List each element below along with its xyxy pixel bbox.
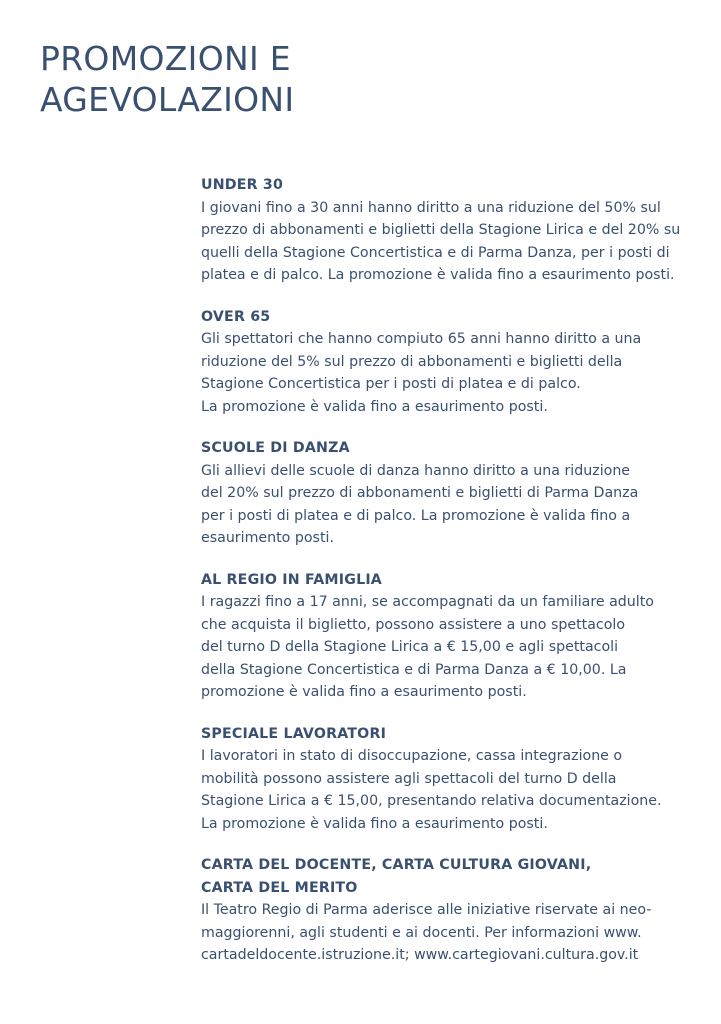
section-scuole-di-danza bbox=[201, 437, 691, 550]
section-al-regio-in-famiglia bbox=[201, 569, 691, 704]
section-heading bbox=[201, 174, 691, 197]
section-body-line: promozione è valida fino a esaurimento posti. bbox=[201, 684, 527, 700]
section-heading bbox=[201, 569, 691, 592]
section-body bbox=[201, 197, 691, 287]
section-heading-line: SCUOLE DI DANZA bbox=[201, 440, 350, 456]
section-body-line: maggiorenni, agli studenti e ai docenti. Per informazioni www. bbox=[201, 924, 642, 941]
section-body-line: del 20% sul prezzo di abbonamenti e biglietti di Parma Danza bbox=[201, 485, 639, 501]
section-heading-line: OVER 65 bbox=[201, 308, 271, 325]
promotions-list bbox=[201, 174, 691, 986]
section-body-line: riduzione del 5% sul prezzo di abbonamenti e biglietti della bbox=[201, 353, 623, 370]
section-heading bbox=[201, 306, 691, 329]
section-body-line: La promozione è valida fino a esaurimento posti. bbox=[201, 398, 548, 415]
section-body bbox=[201, 899, 691, 967]
section-under-30 bbox=[201, 174, 691, 287]
section-body-line: mobilità possono assistere agli spettacoli del turno D della bbox=[201, 770, 617, 787]
section-body-line: I ragazzi fino a 17 anni, se accompagnati da un familiare adulto bbox=[201, 594, 654, 610]
section-over-65 bbox=[201, 306, 691, 419]
section-body-line: Stagione Concertistica per i posti di platea e di palco. bbox=[201, 376, 581, 392]
section-body-line: I lavoratori in stato di disoccupazione, cassa integrazione o bbox=[201, 748, 623, 764]
section-heading bbox=[201, 854, 691, 899]
section-body-line: Gli allievi delle scuole di danza hanno diritto a una riduzione bbox=[201, 462, 631, 479]
section-body-line: Stagione Lirica a € 15,00, presentando relativa documentazione. bbox=[201, 793, 662, 809]
section-body bbox=[201, 460, 691, 550]
section-heading bbox=[201, 723, 691, 746]
section-body bbox=[201, 328, 691, 418]
section-heading-line: SPECIALE LAVORATORI bbox=[201, 725, 387, 742]
section-body-line: per i posti di platea e di palco. La promozione è valida fino a bbox=[201, 507, 631, 524]
section-heading-line: AL REGIO IN FAMIGLIA bbox=[201, 571, 382, 588]
section-heading-line: UNDER 30 bbox=[201, 177, 284, 193]
section-body-line: cartadeldocente.istruzione.it; www.cartegiovani.cultura.gov.it bbox=[201, 947, 639, 963]
section-body-line: prezzo di abbonamenti e biglietti della Stagione Lirica e del 20% su bbox=[201, 222, 681, 238]
section-body-line: che acquista il biglietto, possono assistere a uno spettacolo bbox=[201, 616, 626, 633]
section-body-line: quelli della Stagione Concertistica e di Parma Danza, per i posti di bbox=[201, 244, 670, 261]
section-speciale-lavoratori bbox=[201, 723, 691, 836]
section-body bbox=[201, 591, 691, 704]
page-title-line: PROMOZIONI E bbox=[40, 39, 291, 78]
page-title-line: AGEVOLAZIONI bbox=[40, 80, 295, 119]
section-heading-line: CARTA DEL DOCENTE, CARTA CULTURA GIOVANI, bbox=[201, 857, 592, 873]
section-body-line: del turno D della Stagione Lirica a € 15,00 e agli spettacoli bbox=[201, 639, 619, 655]
section-body-line: della Stagione Concertistica e di Parma Danza a € 10,00. La bbox=[201, 661, 627, 678]
section-carta-del-docente bbox=[201, 854, 691, 967]
section-body-line: Gli spettatori che hanno compiuto 65 anni hanno diritto a una bbox=[201, 331, 642, 347]
section-body-line: Il Teatro Regio di Parma aderisce alle iniziative riservate ai neo- bbox=[201, 902, 652, 918]
page-title bbox=[40, 38, 560, 120]
section-body-line: platea e di palco. La promozione è valida fino a esaurimento posti. bbox=[201, 267, 675, 283]
section-body-line: esaurimento posti. bbox=[201, 530, 334, 546]
section-heading bbox=[201, 437, 691, 460]
section-body-line: La promozione è valida fino a esaurimento posti. bbox=[201, 815, 548, 832]
section-body bbox=[201, 745, 691, 835]
section-heading-line: CARTA DEL MERITO bbox=[201, 879, 358, 896]
section-body-line: I giovani fino a 30 anni hanno diritto a una riduzione del 50% sul bbox=[201, 199, 661, 216]
